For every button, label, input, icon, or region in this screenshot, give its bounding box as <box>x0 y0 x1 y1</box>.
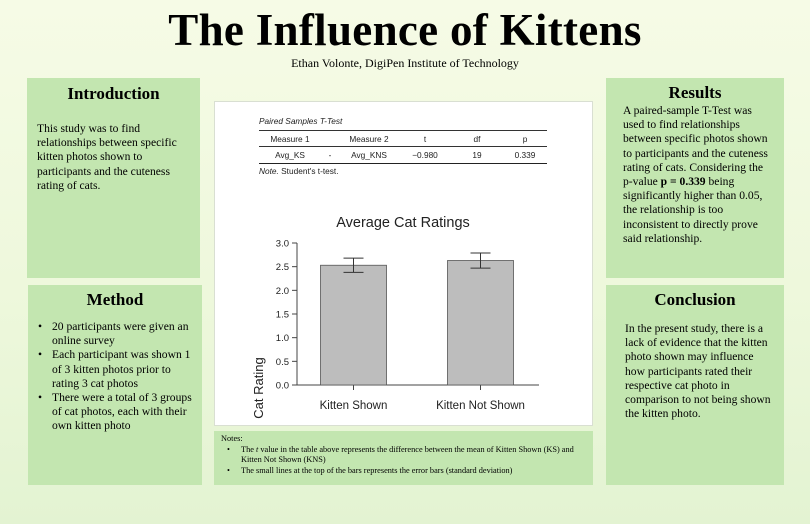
method-panel <box>28 285 202 485</box>
table-header: p <box>503 131 547 147</box>
results-text-part: being significantly higher than 0.05, the relationship is too inconsistent to directly prove said relationship. <box>623 175 763 245</box>
notes-label: Notes: <box>221 434 243 443</box>
y-tick-label: 3.0 <box>275 238 289 250</box>
table-header: Measure 2 <box>339 131 399 147</box>
ttest-table <box>259 130 547 164</box>
results-panel <box>606 78 784 278</box>
x-tick-label: Kitten Shown <box>319 400 388 412</box>
table-row <box>259 147 547 164</box>
y-tick-label: 1.0 <box>275 333 289 345</box>
y-tick-label: 0.5 <box>275 356 289 368</box>
table-cell: 0.339 <box>503 147 547 164</box>
ttest-note-label: Note. <box>259 166 279 176</box>
table-cell: Avg_KNS <box>339 147 399 164</box>
notes-text-part: value in the table above represents the difference between the mean of Kitten Shown (KS) and Kitten Not Shown (KNS) <box>241 444 574 464</box>
notes-panel <box>214 431 593 485</box>
introduction-heading: Introduction <box>67 84 160 103</box>
table-header <box>321 131 339 147</box>
introduction-text: This study was to find relationships between specific kitten photos shown to participants and the cuteness rating of cats. <box>37 122 177 192</box>
poster-title: The Influence of Kittens <box>168 5 642 55</box>
notes-t-italic: t <box>255 444 259 454</box>
poster-author: Ethan Volonte, DigiPen Institute of Technology <box>291 56 519 70</box>
table-cell: Avg_KS <box>259 147 321 164</box>
method-item: • There were a total of 3 groups of cat photos, each with their own kitten photo <box>52 391 194 434</box>
method-list <box>36 320 194 434</box>
notes-item: • The small lines at the top of the bars represents the error bars (standard deviation) <box>241 466 587 477</box>
table-header: Measure 1 <box>259 131 321 147</box>
x-tick-label: Kitten Not Shown <box>436 400 525 412</box>
table-cell: −0.980 <box>399 147 451 164</box>
ttest-note-text: Student's t-test. <box>278 166 339 176</box>
bar <box>448 261 514 385</box>
table-header: t <box>399 131 451 147</box>
results-text-part: A paired-sample T-Test was used to find relationships between specific photos shown to participants and the cuteness rating of cats. Considering the p-value <box>623 104 768 189</box>
table-header-row <box>259 131 547 147</box>
chart-title: Average Cat Ratings <box>336 215 470 231</box>
introduction-panel <box>27 78 200 278</box>
method-item: • 20 participants were given an online survey <box>52 320 194 348</box>
figure-panel <box>214 101 593 426</box>
bar-chart <box>215 202 592 422</box>
results-text <box>623 104 774 246</box>
bar <box>321 265 387 385</box>
notes-text-part: The <box>241 444 256 454</box>
conclusion-heading: Conclusion <box>654 290 736 309</box>
results-p-value: p = 0.339 <box>660 175 706 189</box>
table-header: df <box>451 131 503 147</box>
method-heading: Method <box>86 290 144 309</box>
y-tick-label: 0.0 <box>275 380 289 392</box>
ttest-table-block <box>259 116 549 177</box>
ttest-caption: Paired Samples T-Test <box>259 116 343 126</box>
results-heading: Results <box>668 83 722 102</box>
table-cell: - <box>321 147 339 164</box>
y-axis-label: Cat Rating <box>251 357 266 419</box>
chart-bars <box>321 253 514 385</box>
notes-list <box>221 445 587 477</box>
ttest-note <box>259 165 549 177</box>
y-tick-label: 2.5 <box>275 262 289 274</box>
table-cell: 19 <box>451 147 503 164</box>
notes-item <box>241 445 587 466</box>
method-item: • Each participant was shown 1 of 3 kitten photos prior to rating 3 cat photos <box>52 348 194 391</box>
conclusion-panel <box>606 285 784 485</box>
y-tick-label: 1.5 <box>275 309 289 321</box>
conclusion-text: In the present study, there is a lack of evidence that the kitten photo shown may influence how participants rated their respective cat photo in comparison to not being shown the kitten photo. <box>625 322 771 421</box>
y-tick-label: 2.0 <box>275 285 289 297</box>
